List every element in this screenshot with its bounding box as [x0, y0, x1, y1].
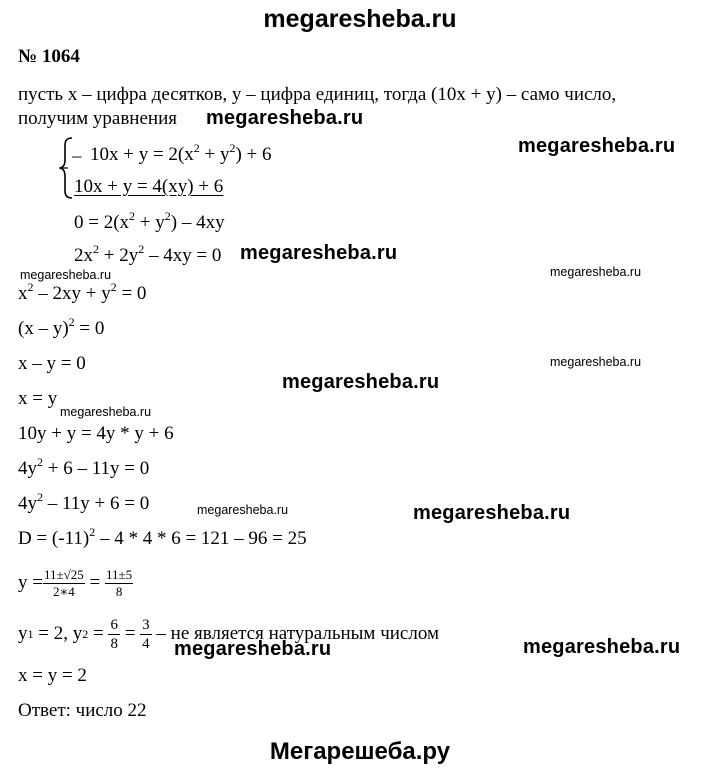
- watermark-bold: megaresheba.ru: [282, 371, 440, 393]
- watermark-bold: megaresheba.ru: [206, 107, 364, 129]
- fraction-discriminant: $\frac{11\pm√25}{2∗4}$: [43, 566, 84, 599]
- step-13: x = y = 2: [18, 665, 87, 686]
- step-4: (x – y)$^2$ = 0: [18, 314, 105, 339]
- step-2: $2x^2 + 2y^2 - 4xy = 0$: [74, 241, 222, 266]
- step-9: $4y^2 - 11y + 6 = 0$: [18, 489, 150, 514]
- step-1: $0 = 2(x^2 + y^2) - 4xy$: [74, 208, 225, 233]
- watermark-small: megaresheba.ru: [60, 405, 152, 419]
- step-12: y 1 = 2, y 2 = $\frac{6}{8}$ = $\frac{3}{4}$ – не является натуральным числом: [18, 616, 439, 652]
- intro-line-2: получим уравнения: [18, 108, 177, 129]
- minus-sign: _: [72, 139, 82, 160]
- intro-line-1: пусть x – цифра десятков, y – цифра единиц, тогда (10x + y) – само число,: [18, 84, 617, 105]
- problem-number: № 1064: [18, 46, 80, 67]
- watermark-bold: megaresheba.ru: [240, 242, 398, 264]
- step-7: 10y + y = 4y * y + 6: [18, 423, 174, 444]
- watermark-small: megaresheba.ru: [550, 265, 642, 279]
- watermark-small: megaresheba.ru: [20, 268, 112, 282]
- step-10: $D = (-11)^2 - 4 * 4 * 6 = 121 - 96 = 25$: [18, 524, 307, 549]
- step-5: x – y = 0: [18, 353, 86, 374]
- fraction-six-eighths: $\frac{6}{8}$: [110, 616, 118, 652]
- step-8: $4y^2 + 6 - 11y = 0$: [18, 454, 150, 479]
- step-11: y = $\frac{11\pm√25}{2∗4}$ = $\frac{11\pm 5}{8}$: [18, 566, 133, 599]
- fraction-simplified: $\frac{11\pm 5}{8}$: [105, 566, 133, 599]
- watermark-bold: megaresheba.ru: [518, 135, 676, 157]
- system-equation-2: 10x + y = 4(xy) + 6: [74, 176, 224, 197]
- fraction-three-quarters: $\frac{3}{4}$: [142, 616, 150, 652]
- step-6: x = y: [18, 388, 58, 409]
- footer-watermark: Мегарешеба.ру: [269, 738, 451, 765]
- step-3: $x^2 - 2xy + y^2 = 0$: [18, 279, 147, 304]
- watermark-bold: megaresheba.ru: [523, 636, 681, 658]
- watermark-bold: megaresheba.ru: [413, 502, 571, 524]
- watermark-small: megaresheba.ru: [550, 355, 642, 369]
- system-equation-1: $10x + y = 2(x^2 + y^2) + 6$: [90, 140, 272, 165]
- watermark-bold: megaresheba.ru: [174, 638, 332, 660]
- answer: Ответ: число 22: [18, 700, 147, 721]
- header-watermark: megaresheba.ru: [263, 5, 457, 33]
- watermark-small: megaresheba.ru: [197, 503, 289, 517]
